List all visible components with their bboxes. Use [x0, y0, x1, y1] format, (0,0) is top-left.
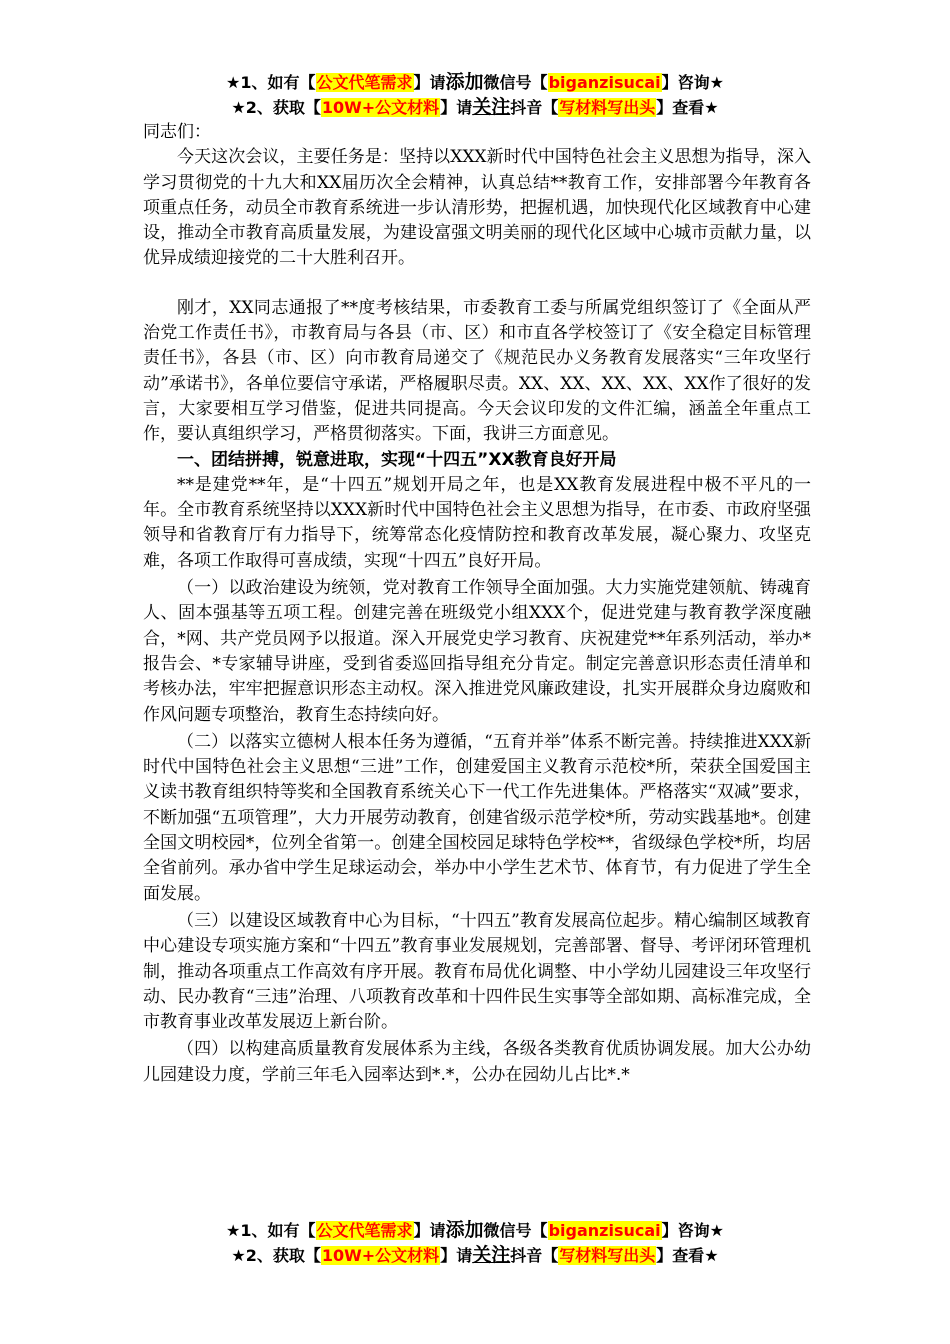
promo-text: 】请 [440, 98, 473, 117]
paragraph-intro: 今天这次会议，主要任务是：坚持以XXX新时代中国特色社会主义思想为指导，深入学习贯彻党的十九大和XX届历次全会精神，认真总结**教育工作，安排部署今年教育各项重点任务，动员全市教育系统进一步认清形势，把握机遇，加快现代化区域教育中心建设，推动全市教育高质量发展，为建设富强文明美丽的现代化区域中心城市贡献力量，以优异成绩迎接党的二十大胜利召开。 [143, 147, 811, 269]
promo-text: 抖音【 [510, 98, 559, 117]
promo-highlight: 10W+公文材料 [321, 98, 440, 117]
paragraph-point-2: （二）以落实立德树人根本任务为遵循，“五育并举”体系不断完善。持续推进XXX新时代中国特色社会主义思想“三进”工作，创建爱国主义教育示范校*所，荣获全国爱国主义读书教育组织特等奖和全国教育系统关心下一代工作先进集体。严格落实“双减”要求，不断加强“五项管理”，大力开展劳动教育，创建省级示范学校*所，劳动实践基地*。创建全国文明校园*，位列全省第一。创建全国校园足球特色学校**，省级绿色学校*所，均居全省前列。承办省中学生足球运动会，举办中小学生艺术节、体育节，有力促进了学生全面发展。 [143, 731, 811, 904]
promo-text: 】咨询★ [661, 1221, 724, 1240]
promo-line-1 [0, 70, 950, 95]
section-heading: 一、团结拼搏，锐意进取，实现“十四五”XX教育良好开局 [177, 449, 617, 470]
promo-text: 微信号【 [483, 73, 548, 92]
promo-text: ★2、获取【 [231, 98, 321, 117]
promo-banner-bottom [0, 1218, 950, 1268]
promo-highlight: 10W+公文材料 [321, 1246, 440, 1265]
promo-text: ★2、获取【 [231, 1246, 321, 1265]
paragraph-report: 刚才，XX同志通报了**度考核结果，市委教育工委与所属党组织签订了《全面从严治党工作责任书》，市教育局与各县（市、区）和市直各学校签订了《安全稳定目标管理责任书》，各县（市、区）向市教育局递交了《规范民办义务教育发展落实“三年攻坚行动”承诺书》，各单位要信守承诺，严格履职尽责。XX、XX、XX、XX、XX作了很好的发言，大家要相互学习借鉴，促进共同提高。今天会议印发的文件汇编，涵盖全年重点工作，要认真组织学习，严格贯彻落实。下面，我讲三方面意见。 [143, 297, 811, 445]
promo-text: 】请 [413, 73, 446, 92]
promo-emphasis: 添加 [445, 71, 484, 93]
promo-highlight: 写材料写出头 [559, 98, 656, 117]
promo-text: 抖音【 [510, 1246, 559, 1265]
promo-highlight: biganzisucai [548, 73, 661, 92]
promo-highlight: 写材料写出头 [559, 1246, 656, 1265]
paragraph-point-3: （三）以建设区域教育中心为目标，“十四五”教育发展高位起步。精心编制区域教育中心建设专项实施方案和“十四五”教育事业发展规划，完善部署、督导、考评闭环管理机制，推动各项重点工作高效有序开展。教育布局优化调整、中小学幼儿园建设三年攻坚行动、民办教育“三违”治理、八项教育改革和十四件民生实事等全部如期、高标准完成，全市教育事业改革发展迈上新台阶。 [143, 910, 811, 1033]
promo-banner-top [0, 70, 950, 120]
promo-text: 】查看★ [656, 1246, 719, 1265]
promo-text: ★1、如有【 [226, 73, 316, 92]
promo-line-2 [0, 95, 950, 120]
promo-highlight: 公文代笔需求 [316, 1221, 413, 1240]
promo-text: 】咨询★ [661, 73, 724, 92]
promo-line-1 [0, 1218, 950, 1243]
promo-text: 微信号【 [483, 1221, 548, 1240]
promo-emphasis: 添加 [445, 1219, 484, 1241]
paragraph-point-4: （四）以构建高质量教育发展体系为主线，各级各类教育优质协调发展。加大公办幼儿园建设力度，学前三年毛入园率达到*.*，公办在园幼儿占比*.* [143, 1039, 811, 1085]
promo-emphasis: 关注 [472, 1244, 511, 1266]
document-body [143, 120, 811, 1088]
promo-text: ★1、如有【 [226, 1221, 316, 1240]
paragraph-point-1: （一）以政治建设为统领，党对教育工作领导全面加强。大力实施党建领航、铸魂育人、固本强基等五项工程。创建完善在班级党小组XXX个，促进党建与教育教学深度融合，*网、共产党员网予以报道。深入开展党史学习教育、庆祝建党**年系列活动，举办*报告会、*专家辅导讲座，受到省委巡回指导组充分肯定。制定完善意识形态责任清单和考核办法，牢牢把握意识形态主动权。深入推进党风廉政建设，扎实开展群众身边腐败和作风问题专项整治，教育生态持续向好。 [143, 578, 811, 725]
paragraph-overview: **是建党**年，是“十四五”规划开局之年，也是XX教育发展进程中极不平凡的一年。全市教育系统坚持以XXX新时代中国特色社会主义思想为指导，在市委、市政府坚强领导和省教育厅有力指导下，统筹常态化疫情防控和教育改革发展，凝心聚力、攻坚克难，各项工作取得可喜成绩，实现“十四五”良好开局。 [143, 474, 811, 571]
greeting: 同志们： [143, 122, 211, 142]
promo-emphasis: 关注 [472, 96, 511, 118]
promo-text: 】请 [440, 1246, 473, 1265]
promo-text: 】请 [413, 1221, 446, 1240]
promo-highlight: 公文代笔需求 [316, 73, 413, 92]
promo-highlight: biganzisucai [548, 1221, 661, 1240]
promo-text: 】查看★ [656, 98, 719, 117]
promo-line-2 [0, 1243, 950, 1268]
